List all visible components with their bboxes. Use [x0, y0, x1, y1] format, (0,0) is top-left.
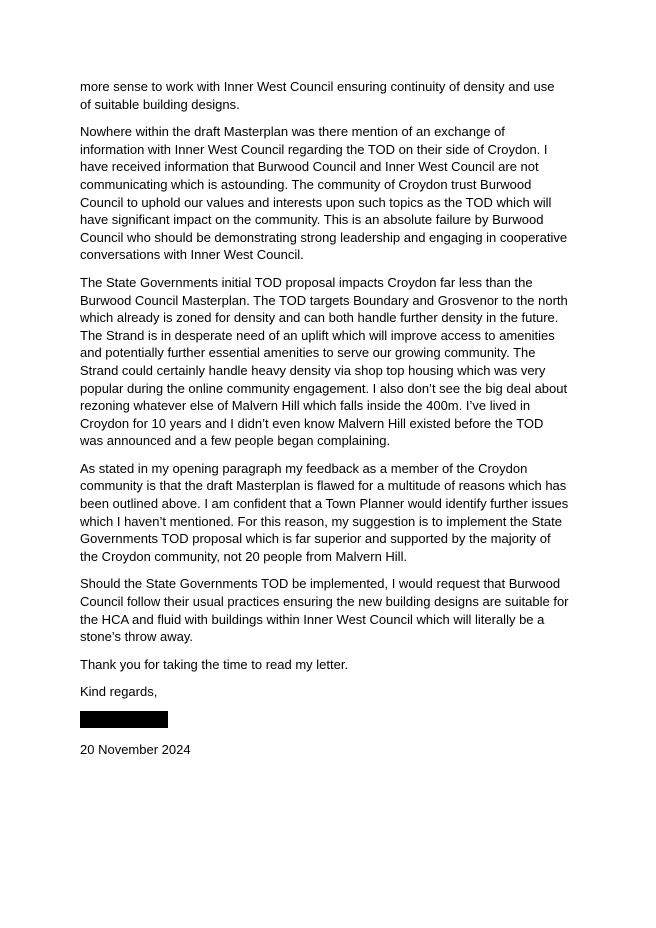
paragraph [80, 656, 580, 674]
text-line: Kind regards, [80, 684, 158, 700]
text-line: which already is zoned for density and can both handle further density in the future. [80, 310, 559, 326]
text-line: Nowhere within the draft Masterplan was there mention of an exchange of [80, 124, 505, 140]
text-line: Governments TOD proposal which is far superior and supported by the majority of [80, 531, 551, 547]
text-line: information with Inner West Council regarding the TOD on their side of Croydon. I [80, 141, 548, 157]
paragraph [80, 575, 580, 645]
text-line: and potentially further essential amenities to serve our growing community. The [80, 345, 536, 361]
text-line: Council who should be demonstrating strong leadership and engaging in cooperative [80, 229, 568, 245]
text-line: have significant impact on the community. This is an absolute failure by Burwood [80, 212, 544, 228]
text-line: communicating which is astounding. The community of Croydon trust Burwood [80, 176, 532, 192]
text-line: Strand could certainly handle heavy density via shop top housing which was very [80, 362, 546, 378]
text-line: Thank you for taking the time to read my letter. [80, 656, 349, 672]
text-line: the HCA and fluid with buildings within Inner West Council which will literally be a [80, 611, 545, 627]
paragraph [80, 123, 580, 264]
text-line: community is that the draft Masterplan is flawed for a multitude of reasons which has [80, 478, 567, 494]
text-line: popular during the online community engagement. I also don’t see the big deal about [80, 380, 568, 396]
text-line: rezoning whatever else of Malvern Hill which falls inside the 400m. I’ve lived in [80, 398, 531, 414]
text-line: more sense to work with Inner West Council ensuring continuity of density and use [80, 79, 555, 94]
text-line: The Strand is in desperate need of an uplift which will improve access to amenities [80, 327, 555, 343]
paragraph [80, 274, 580, 450]
text-line: Burwood Council Masterplan. The TOD targets Boundary and Grosvenor to the north [80, 292, 568, 308]
letter-date: 20 November 2024 [80, 742, 191, 757]
letter-body [80, 78, 580, 759]
text-line: The State Governments initial TOD proposal impacts Croydon far less than the [80, 274, 533, 290]
paragraph-list [80, 78, 580, 701]
text-line: was announced and a few people began complaining. [80, 433, 391, 449]
text-line: been outlined above. I am confident that a Town Planner would identify further issues [80, 496, 569, 512]
text-line: As stated in my opening paragraph my feedback as a member of the Croydon [80, 460, 528, 476]
text-line: which I haven’t mentioned. For this reason, my suggestion is to implement the State [80, 513, 562, 529]
text-line: Council follow their usual practices ensuring the new building designs are suitable for [80, 594, 569, 610]
text-line: have received information that Burwood Council and Inner West Council are not [80, 159, 539, 175]
text-line: Should the State Governments TOD be implemented, I would request that Burwood [80, 576, 561, 592]
paragraph [80, 78, 580, 113]
paragraph [80, 683, 580, 701]
text-line: conversations with Inner West Council. [80, 247, 304, 263]
text-line: the Croydon community, not 20 people from Malvern Hill. [80, 548, 408, 564]
paragraph [80, 460, 580, 566]
text-line: stone’s throw away. [80, 629, 193, 645]
text-line: of suitable building designs. [80, 96, 240, 112]
text-line: Croydon for 10 years and I didn’t even know Malvern Hill existed before the TOD [80, 415, 544, 431]
text-line: Council to uphold our values and interests upon such topics as the TOD which will [80, 194, 552, 210]
redacted-signature [80, 711, 168, 728]
